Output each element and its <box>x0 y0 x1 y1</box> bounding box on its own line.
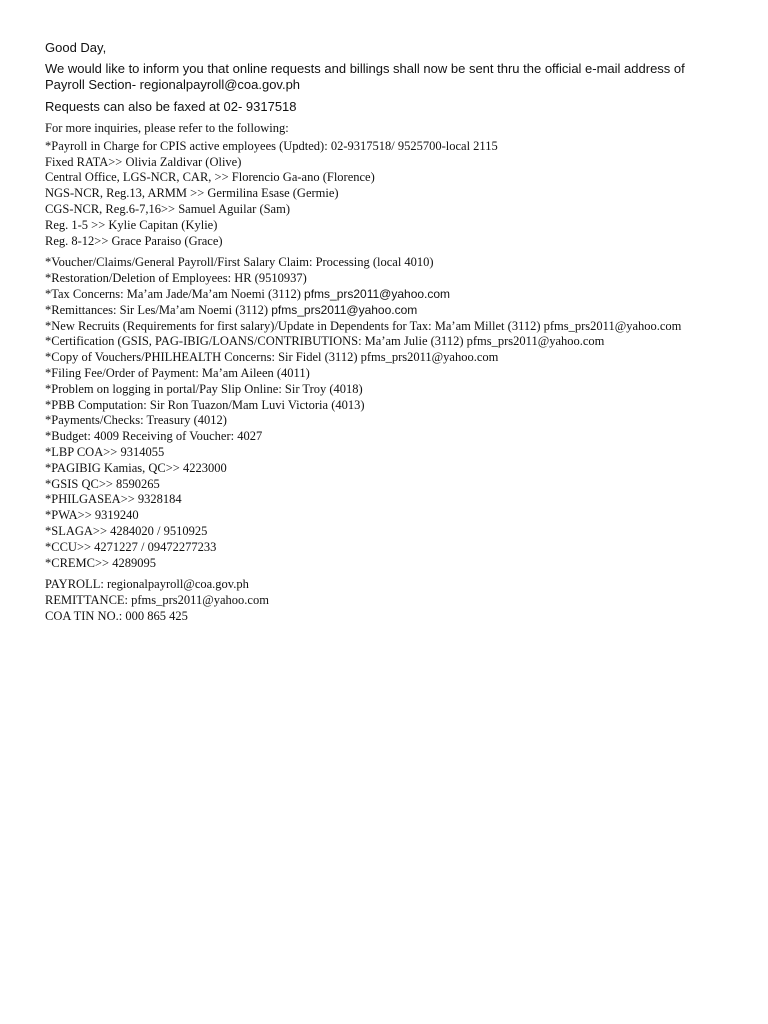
contact-slaga: *SLAGA>> 4284020 / 9510925 <box>45 523 208 538</box>
footer-remittance: REMITTANCE: pfms_prs2011@yahoo.com <box>45 593 269 608</box>
concern-tax-text: *Tax Concerns: Ma’am Jade/Ma’am Noemi (3112) <box>45 286 305 301</box>
concern-payments: *Payments/Checks: Treasury (4012) <box>45 413 227 428</box>
email-link[interactable]: pfms_prs2011@yahoo.com <box>304 286 451 301</box>
payroll-contact-line: Central Office, LGS-NCR, CAR, >> Florencio Ga-ano (Florence) <box>45 170 375 185</box>
concern-new-recruits-text: *New Recruits (Requirements for first salary)/Update in Dependents for Tax: Ma’am Millet (3112) <box>45 318 544 333</box>
inquiries-heading: For more inquiries, please refer to the following: <box>45 121 289 135</box>
concern-remittances <box>45 303 760 319</box>
concern-voucher: *Voucher/Claims/General Payroll/First Salary Claim: Processing (local 4010) <box>45 255 434 270</box>
contact-lbp: *LBP COA>> 9314055 <box>45 444 165 459</box>
payroll-contact-line: *Payroll in Charge for CPIS active employees (Updted): 02-9317518/ 9525700-local 2115 <box>45 138 498 153</box>
contact-pagibig: *PAGIBIG Kamias, QC>> 4223000 <box>45 460 227 475</box>
concern-certification <box>45 334 760 350</box>
footer-payroll: PAYROLL: regionalpayroll@coa.gov.ph <box>45 577 249 592</box>
email-link[interactable]: pfms_prs2011@yahoo.com <box>271 302 418 317</box>
contact-gsis: *GSIS QC>> 8590265 <box>45 476 160 491</box>
concern-restoration: *Restoration/Deletion of Employees: HR (9510937) <box>45 271 307 286</box>
intro-line-1: We would like to inform you that online requests and billings shall now be sent thru the official e-mail address of <box>45 61 685 76</box>
contact-ccu: *CCU>> 4271227 / 09472277233 <box>45 539 217 554</box>
contact-pwa: *PWA>> 9319240 <box>45 508 139 523</box>
payroll-contact-line: Reg. 8-12>> Grace Paraiso (Grace) <box>45 233 223 248</box>
concern-filing-fee: *Filing Fee/Order of Payment: Ma’am Aileen (4011) <box>45 365 310 380</box>
payroll-contact-line: NGS-NCR, Reg.13, ARMM >> Germilina Esase (Germie) <box>45 186 339 201</box>
concern-remittances-text: *Remittances: Sir Les/Ma’am Noemi (3112) <box>45 302 272 317</box>
fax-line: Requests can also be faxed at 02- 9317518 <box>45 99 297 114</box>
email-link[interactable]: pfms_prs2011@yahoo.com <box>466 334 605 349</box>
intro-line-2: Payroll Section- regionalpayroll@coa.gov.ph <box>45 77 301 92</box>
payroll-contact-line: Fixed RATA>> Olivia Zaldivar (Olive) <box>45 154 242 169</box>
footer-tin: COA TIN NO.: 000 865 425 <box>45 608 188 623</box>
concern-copy-vouchers: *Copy of Vouchers/PHILHEALTH Concerns: Sir Fidel (3112) pfms_prs2011@yahoo.com <box>45 350 499 365</box>
concern-portal-problem: *Problem on logging in portal/Pay Slip Online: Sir Troy (4018) <box>45 381 363 396</box>
contact-philgasea: *PHILGASEA>> 9328184 <box>45 492 182 507</box>
concern-tax <box>45 287 760 303</box>
concern-new-recruits <box>45 319 760 335</box>
email-link[interactable]: pfms_prs2011@yahoo.com <box>543 318 682 333</box>
concern-certification-text: *Certification (GSIS, PAG-IBIG/LOANS/CONTRIBUTIONS: Ma’am Julie (3112) <box>45 334 467 349</box>
payroll-contact-line: Reg. 1-5 >> Kylie Capitan (Kylie) <box>45 217 218 232</box>
concern-pbb: *PBB Computation: Sir Ron Tuazon/Mam Luvi Victoria (4013) <box>45 397 365 412</box>
contact-cremc: *CREMC>> 4289095 <box>45 555 156 570</box>
payroll-contact-line: CGS-NCR, Reg.6-7,16>> Samuel Aguilar (Sam) <box>45 201 290 216</box>
concern-budget: *Budget: 4009 Receiving of Voucher: 4027 <box>45 429 263 444</box>
greeting: Good Day, <box>45 40 107 55</box>
intro-paragraph <box>45 61 760 93</box>
inquiries-section <box>45 121 760 625</box>
memo-document <box>45 40 760 625</box>
